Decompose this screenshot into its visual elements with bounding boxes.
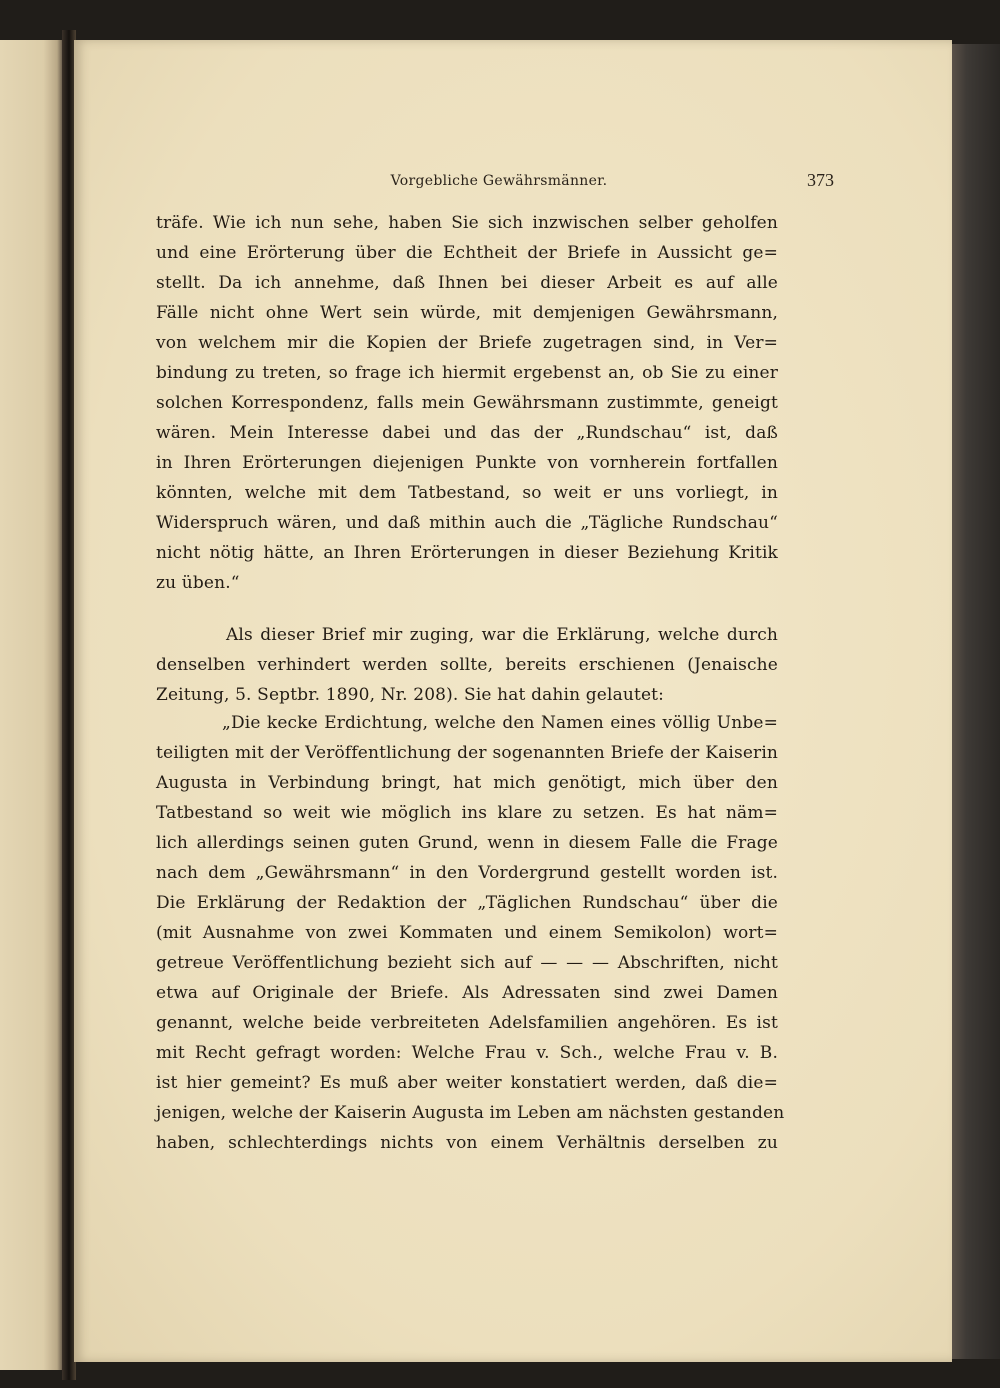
text-line: und eine Erörterung über die Echtheit der Briefe in Aussicht ge= — [156, 243, 778, 263]
text-line: nach dem „Gewährsmann“ in den Vordergrund gestellt worden ist. — [156, 863, 778, 883]
left-page-edge — [0, 40, 62, 1370]
running-head — [170, 170, 834, 192]
running-head-title: Vorgebliche Gewährsmänner. — [390, 173, 608, 189]
text-line: wären. Mein Interesse dabei und das der „Rundschau“ ist, daß — [156, 423, 778, 443]
text-line: haben, schlechterdings nichts von einem Verhältnis derselben zu — [156, 1133, 778, 1153]
text-line: Augusta in Verbindung bringt, hat mich genötigt, mich über den — [156, 773, 778, 793]
text-line: ist hier gemeint? Es muß aber weiter konstatiert werden, daß die= — [156, 1073, 778, 1093]
page-stack-edge — [952, 44, 1000, 1359]
text-line: bindung zu treten, so frage ich hiermit ergebenst an, ob Sie zu einer — [156, 363, 778, 383]
text-line: Widerspruch wären, und daß mithin auch die „Tägliche Rundschau“ — [156, 513, 778, 533]
text-line: getreue Veröffentlichung bezieht sich auf — — — Abschriften, nicht — [156, 953, 778, 973]
text-line: solchen Korrespondenz, falls mein Gewährsmann zustimmte, geneigt — [156, 393, 778, 413]
text-line: (mit Ausnahme von zwei Kommaten und einem Semikolon) wort= — [156, 923, 778, 943]
text-line: könnten, welche mit dem Tatbestand, so weit er uns vorliegt, in — [156, 483, 778, 503]
text-line: nicht nötig hätte, an Ihren Erörterungen in dieser Beziehung Kritik — [156, 543, 778, 563]
text-line: zu üben.“ — [156, 573, 240, 593]
text-line: genannt, welche beide verbreiteten Adelsfamilien angehören. Es ist — [156, 1013, 778, 1033]
page-number: 373 — [807, 170, 834, 190]
text-line: lich allerdings seinen guten Grund, wenn in diesem Falle die Frage — [156, 833, 778, 853]
text-line: mit Recht gefragt worden: Welche Frau v. Sch., welche Frau v. B. — [156, 1043, 778, 1063]
text-line: jenigen, welche der Kaiserin Augusta im Leben am nächsten gestanden — [156, 1103, 785, 1123]
text-line: Fälle nicht ohne Wert sein würde, mit demjenigen Gewährsmann, — [156, 303, 778, 323]
text-line: Die Erklärung der Redaktion der „Täglichen Rundschau“ über die — [156, 893, 778, 913]
text-line: denselben verhindert werden sollte, bereits erschienen (Jenaische — [156, 655, 778, 675]
text-line: „Die kecke Erdichtung, welche den Namen eines völlig Unbe= — [222, 713, 778, 733]
text-line: träfe. Wie ich nun sehe, haben Sie sich inzwischen selber geholfen — [156, 213, 778, 233]
text-line: teiligten mit der Veröffentlichung der sogenannten Briefe der Kaiserin — [156, 743, 778, 763]
text-line: stellt. Da ich annehme, daß Ihnen bei dieser Arbeit es auf alle — [156, 273, 778, 293]
text-line: von welchem mir die Kopien der Briefe zugetragen sind, in Ver= — [156, 333, 778, 353]
text-line: Als dieser Brief mir zuging, war die Erklärung, welche durch — [226, 625, 778, 645]
text-line: Tatbestand so weit wie möglich ins klare zu setzen. Es hat näm= — [156, 803, 778, 823]
text-line: in Ihren Erörterungen diejenigen Punkte von vornherein fortfallen — [156, 453, 778, 473]
text-line: Zeitung, 5. Septbr. 1890, Nr. 208). Sie hat dahin gelautet: — [156, 685, 665, 705]
text-line: etwa auf Originale der Briefe. Als Adressaten sind zwei Damen — [156, 983, 778, 1003]
